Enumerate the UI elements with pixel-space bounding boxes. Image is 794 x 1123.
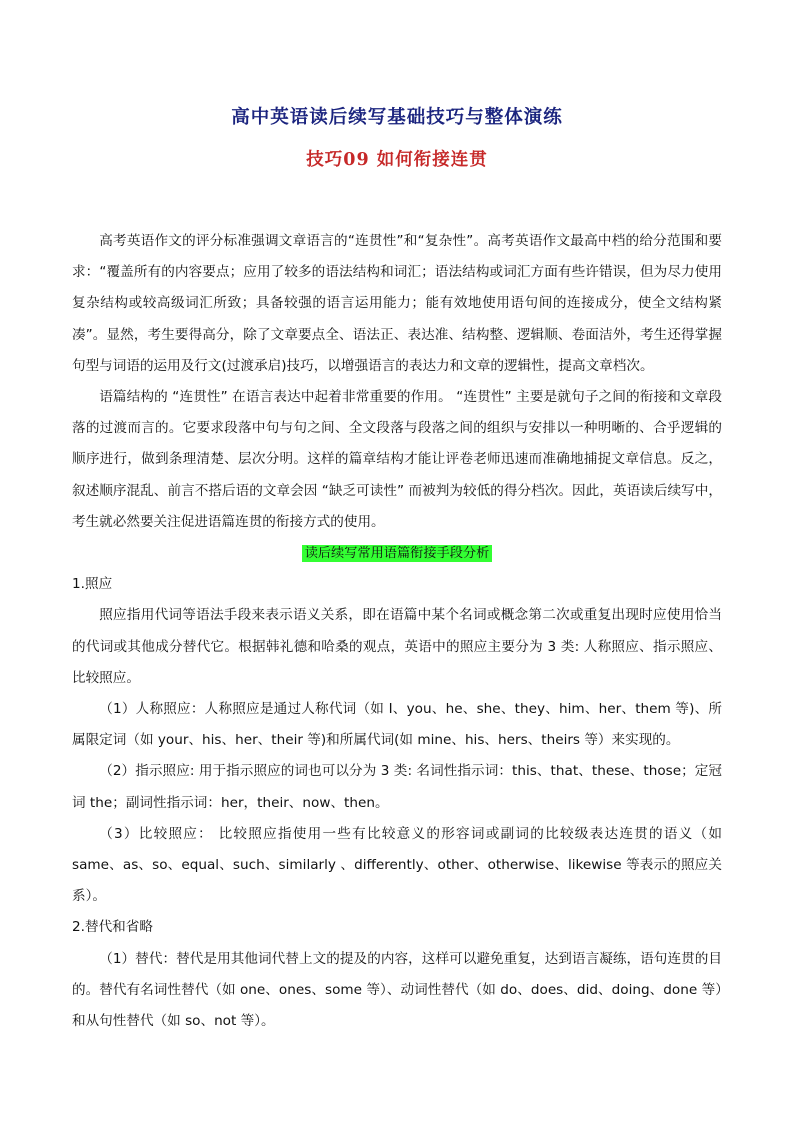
comparative-reference-paragraph: （3）比较照应： 比较照应指使用一些有比较意义的形容词或副词的比较级表达连贯的语义（如 same、as、so、equal、such、similarly 、differently、other、otherwise、likewise 等表示的照应关系）。 [72, 825, 722, 905]
substitution-paragraph: （1）替代：替代是用其他词代替上文的提及的内容，这样可以避免重复，达到语言凝练，语句连贯的目的。替代有名词性替代（如 one、ones、some 等）、动词性替代（如 do、does、did、doing、done 等）和从句性替代（如 so、not 等）。 [72, 950, 722, 1030]
section-heading: 读后续写常用语篇衔接手段分析 [302, 545, 493, 562]
intro-paragraph-1: 高考英语作文的评分标准强调文章语言的“连贯性”和“复杂性”。高考英语作文最高中档的给分范围和要求：“覆盖所有的内容要点；应用了较多的语法结构和词汇；语法结构或词汇方面有些许错误，但为尽力使用复杂结构或较高级词汇所致；具备较强的语言运用能力；能有效地使用语句间的连接成分，使全文结构紧凑”。显然，考生要得高分，除了文章要点全、语法正、表达准、结构整、逻辑顺、卷面洁外，考生还得掌握句型与词语的运用及行文(过渡承启)技巧，以增强语言的表达力和文章的逻辑性，提高文章档次。 [72, 233, 722, 374]
personal-reference-paragraph: （1）人称照应：人称照应是通过人称代词（如 I、you、he、she、they、him、her、them 等)、所属限定词（如 your、his、her、their 等)和所属代词(如 mine、his、hers、theirs 等）来实现的。 [72, 701, 722, 749]
intro-paragraph-2: 语篇结构的 “连贯性” 在语言表达中起着非常重要的作用。 “连贯性” 主要是就句子之间的衔接和文章段落的过渡而言的。它要求段落中句与句之间、全文段落与段落之间的组织与安排以一种明晰的、合乎逻辑的顺序进行，做到条理清楚、层次分明。这样的篇章结构才能让评卷老师迅速而准确地捕捉文章信息。反之，叙述顺序混乱、前言不搭后语的文章会因 “缺乏可读性” 而被判为较低的得分档次。因此，英语读后续写中，考生就必然要关注促进语篇连贯的衔接方式的使用。 [72, 389, 722, 530]
section-heading-wrapper [72, 538, 722, 569]
document-subtitle: 技巧09 如何衔接连贯 [306, 150, 488, 170]
heading-reference: 1.照应 [72, 576, 113, 593]
reference-paragraph: 照应指用代词等语法手段来表示语义关系，即在语篇中某个名词或概念第二次或重复出现时应使用恰当的代词或其他成分替代它。根据韩礼德和哈桑的观点，英语中的照应主要分为 3 类: 人称照应、指示照应、比较照应。 [72, 607, 722, 686]
document-title: 高中英语读后续写基础技巧与整体演练 [231, 107, 563, 128]
document-body [72, 226, 722, 1037]
heading-substitution: 2.替代和省略 [72, 919, 153, 936]
demonstrative-reference-paragraph: （2）指示照应: 用于指示照应的词也可以分为 3 类: 名词性指示词：this、that、these、those；定冠词 the；副词性指示词：her，their、now、then。 [72, 763, 722, 811]
